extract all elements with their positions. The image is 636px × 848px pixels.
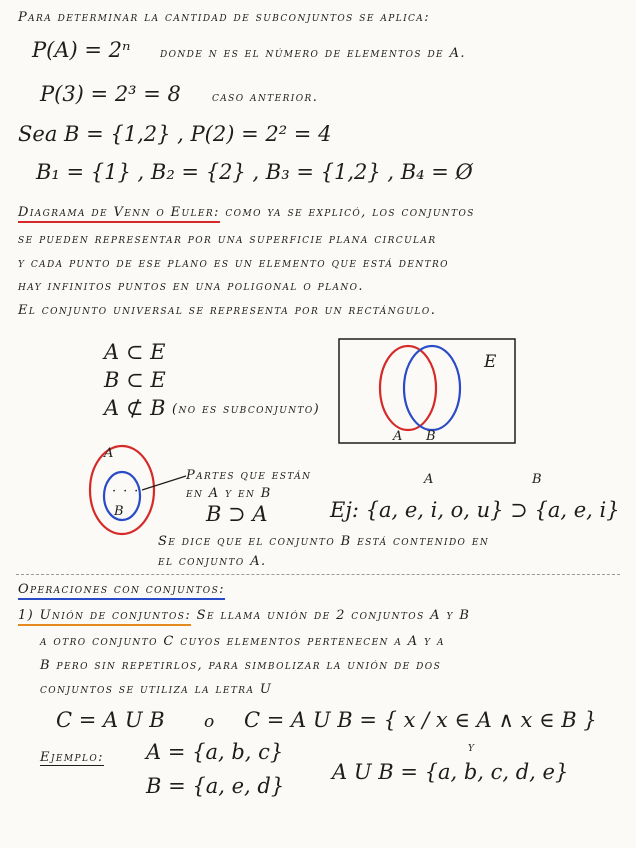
pa-formula: P(A) = 2ⁿ	[32, 38, 131, 62]
union-line1-rest: Se llama unión de 2 conjuntos A y B	[196, 608, 471, 623]
venn-heading: Diagrama de Venn o Euler:	[18, 205, 220, 223]
section-divider	[16, 574, 620, 575]
example-union-result: A U B = {a, b, c, d, e}	[332, 760, 569, 784]
intro-line: Para determinar la cantidad de subconjuntos se aplica:	[18, 10, 430, 25]
union-formula-short: C = A U B	[56, 708, 165, 732]
pa-description: donde n es el número de elementos de A.	[160, 46, 466, 61]
union-first-line	[18, 608, 470, 623]
inner-dots: · · ·	[112, 484, 140, 499]
relation-a-not-in-b: A ⊄ B	[104, 396, 166, 420]
parts-line2: en A y en B	[186, 486, 272, 501]
union-line3: B pero sin repetirlos, para simbolizar la unión de dos	[40, 658, 442, 673]
containment-example: Ej: {a, e, i, o, u} ⊃ {a, e, i}	[330, 498, 620, 522]
venn-line5: El conjunto universal se representa por un rectángulo.	[18, 303, 437, 318]
sea-line: Sea B = {1,2} , P(2) = 2² = 4	[18, 122, 332, 146]
y-annotation: y	[468, 740, 476, 755]
operations-heading: Operaciones con conjuntos:	[18, 582, 225, 600]
union-or: o	[204, 712, 215, 732]
union-formula-full: C = A U B = { x / x ∈ A ∧ x ∈ B }	[244, 708, 597, 732]
example-head-b: B	[532, 472, 543, 487]
union-line2: a otro conjunto C cuyos elementos pertenecen a A y a	[40, 634, 445, 649]
venn-line2: se pueden representar por una superficie plana circular	[18, 232, 437, 247]
contain-note-line2: el conjunto A.	[158, 554, 267, 569]
inner-set-label: B	[114, 504, 125, 519]
venn-first-line	[18, 205, 475, 220]
venn-label-a: A	[393, 429, 404, 444]
venn-line4: hay infinitos puntos en una poligonal o plano.	[18, 279, 364, 294]
example-label-wrap	[40, 750, 104, 765]
union-line4: conjuntos se utiliza la letra U	[40, 682, 273, 697]
venn-label-b: B	[426, 429, 437, 444]
venn-line1-rest: como ya se explicó, los conjuntos	[225, 205, 475, 220]
union-title: 1) Unión de conjuntos:	[18, 608, 191, 626]
example-head-a: A	[424, 472, 435, 487]
p3-description: caso anterior.	[212, 90, 319, 105]
subsets-line: B₁ = {1} , B₂ = {2} , B₃ = {1,2} , B₄ = Ø	[36, 160, 473, 184]
relation-note: (no es subconjunto)	[172, 402, 321, 417]
example-set-a: A = {a, b, c}	[146, 740, 284, 764]
example-set-b: B = {a, e, d}	[146, 774, 285, 798]
example-label: Ejemplo:	[40, 750, 104, 765]
operations-heading-wrap	[18, 582, 225, 597]
contain-note-line1: Se dice que el conjunto B está contenido en	[158, 534, 490, 549]
set-a-circle	[380, 346, 436, 430]
venn-line3: y cada punto de ese plano es un elemento que está dentro	[18, 256, 449, 271]
universe-label: E	[484, 352, 497, 372]
relation-b-in-e: B ⊂ E	[104, 368, 166, 392]
p3-formula: P(3) = 2³ = 8	[40, 82, 181, 106]
relation-a-in-e: A ⊂ E	[104, 340, 166, 364]
pointer-line	[140, 474, 188, 494]
outer-set-label: A	[104, 446, 115, 461]
relation-b-contains-a: B ⊃ A	[206, 502, 268, 526]
parts-line1: Partes que están	[186, 468, 312, 483]
set-b-circle	[404, 346, 460, 430]
